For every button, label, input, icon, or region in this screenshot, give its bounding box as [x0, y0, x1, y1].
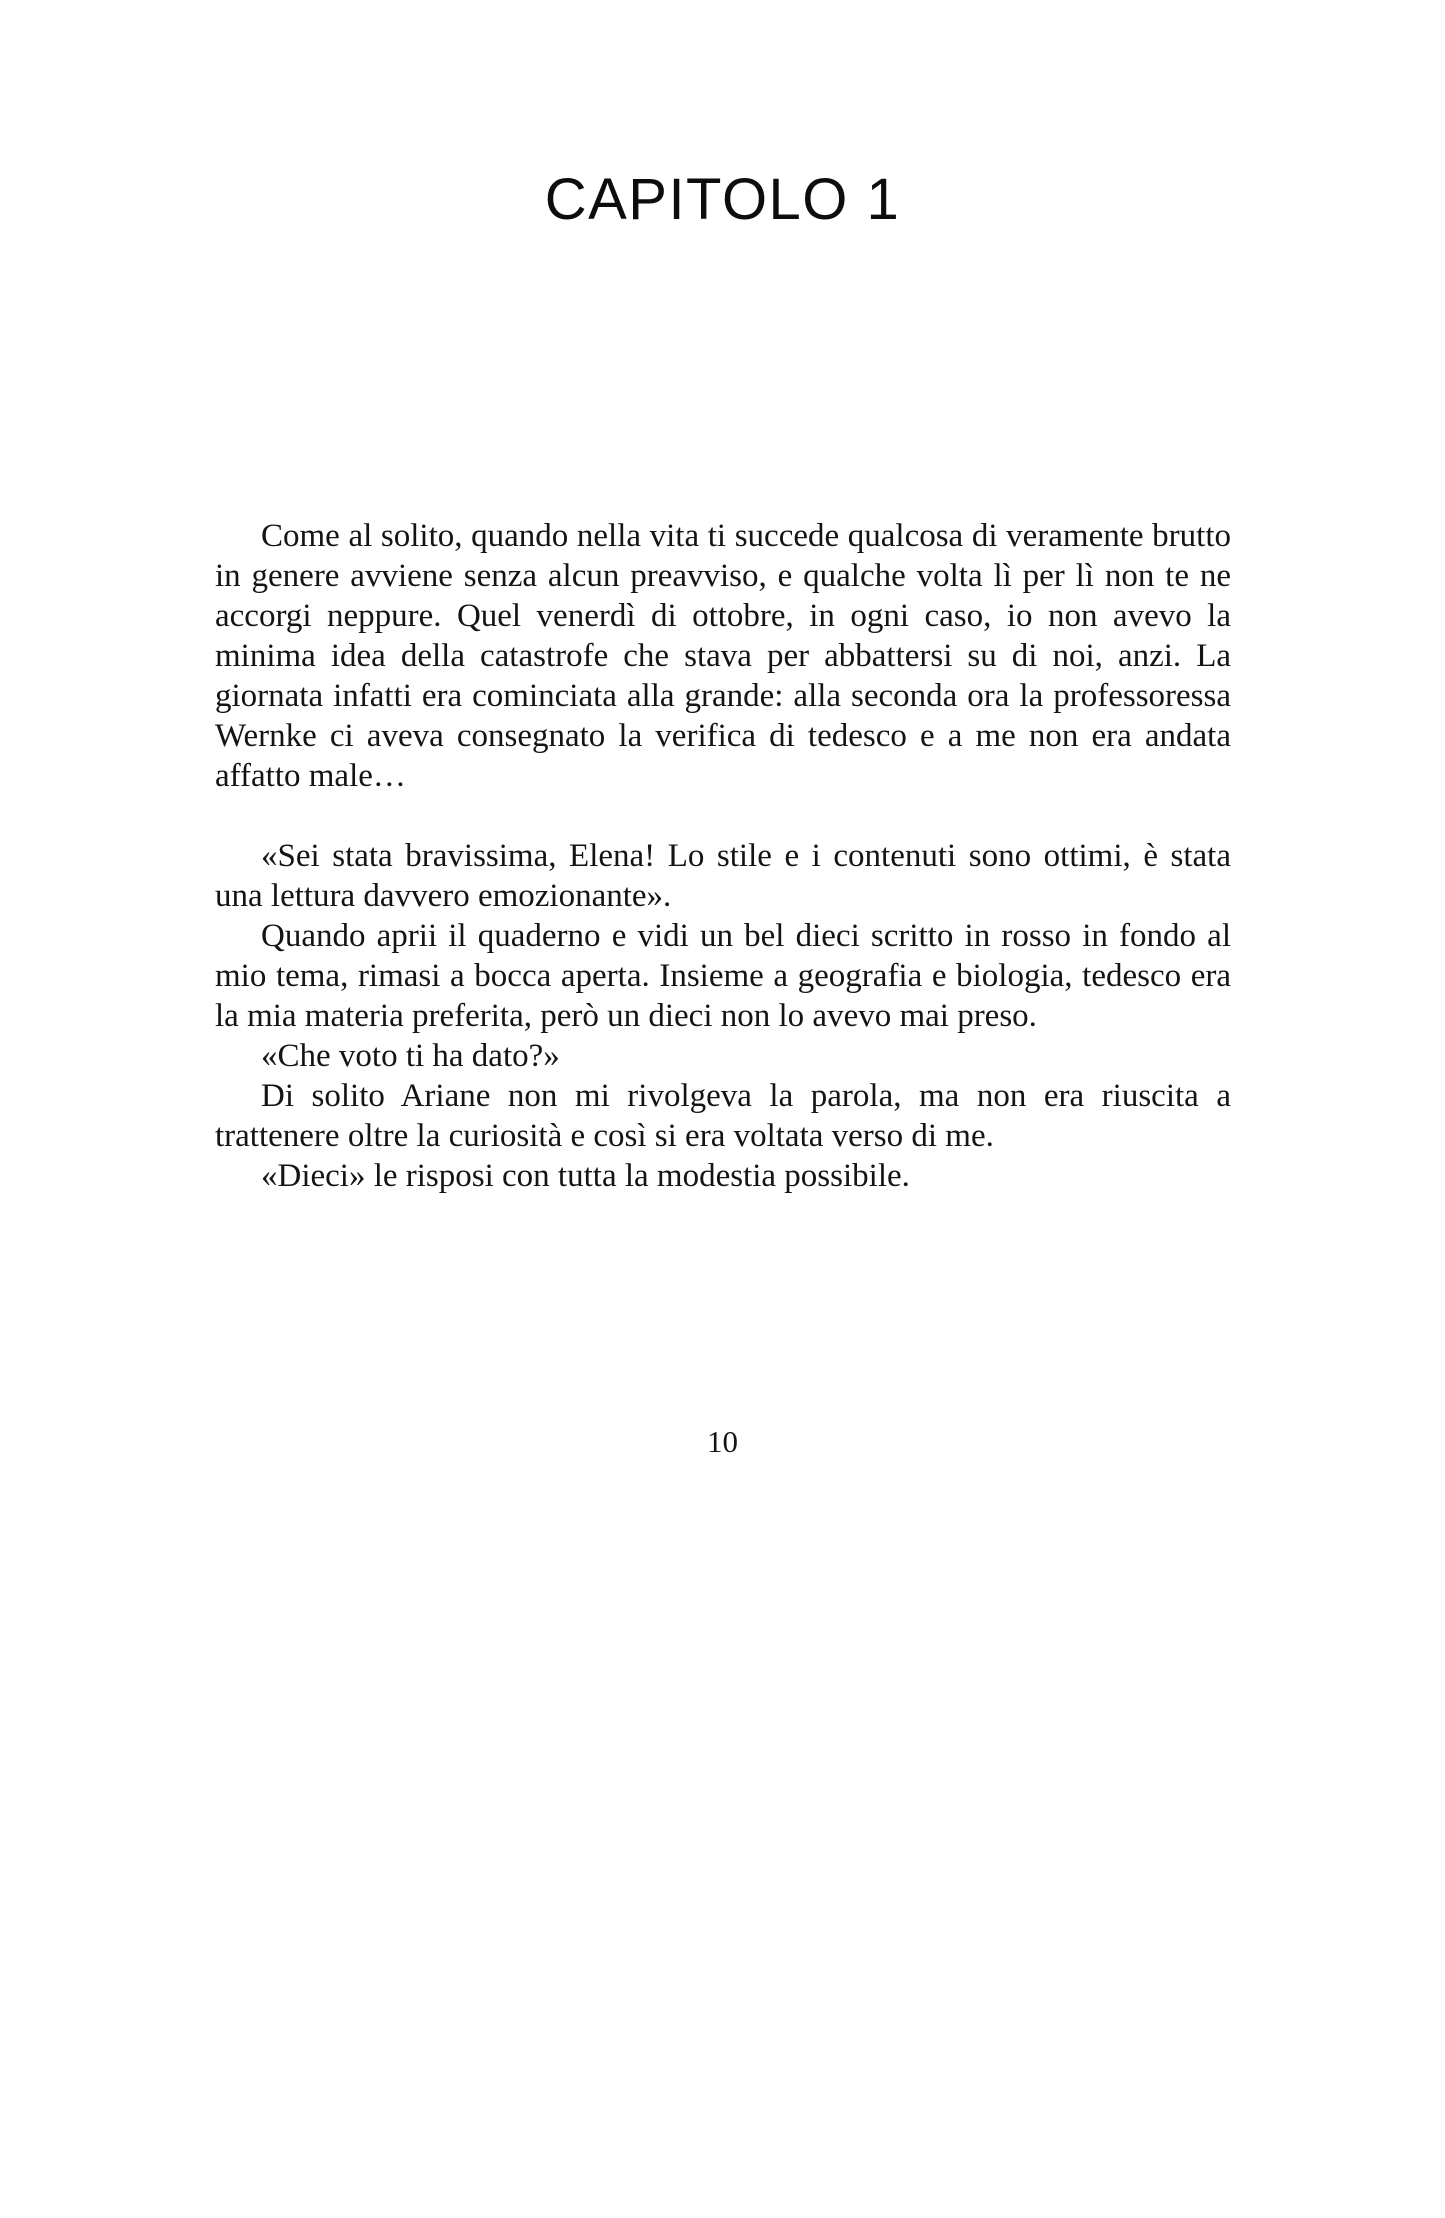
- chapter-title: CAPITOLO 1: [544, 167, 901, 232]
- body-text: [215, 516, 1231, 1196]
- paragraph-ariane: Di solito Ariane non mi rivolgeva la parola, ma non era riuscita a trattenere oltre la curiosità e così si era voltata verso di me.: [215, 1078, 1231, 1154]
- paragraph-dialogue-teacher: «Sei stata bravissima, Elena! Lo stile e i contenuti sono ottimi, è stata una lettura davvero emozionante».: [215, 838, 1231, 914]
- paragraph-opening: Come al solito, quando nella vita ti succede qualcosa di veramente brutto in genere avviene senza alcun preavviso, e qualche volta lì per lì non te ne accorgi neppure. Quel venerdì di ottobre, in ogni caso, io non avevo la minima idea della catastrofe che stava per abbattersi su di noi, anzi. La giornata infatti era cominciata alla grande: alla seconda ora la professoressa Wernke ci aveva consegnato la verifica di tedesco e a me non era andata affatto male…: [215, 518, 1231, 794]
- paragraph-dialogue-answer: «Dieci» le risposi con tutta la modestia possibile.: [261, 1158, 910, 1194]
- paragraph-notebook: Quando aprii il quaderno e vidi un bel dieci scritto in rosso in fondo al mio tema, rimasi a bocca aperta. Insieme a geografia e biologia, tedesco era la mia materia preferita, però un dieci non lo avevo mai preso.: [215, 918, 1231, 1034]
- page-number: 10: [707, 1424, 738, 1459]
- paragraph-dialogue-question: «Che voto ti ha dato?»: [261, 1038, 560, 1074]
